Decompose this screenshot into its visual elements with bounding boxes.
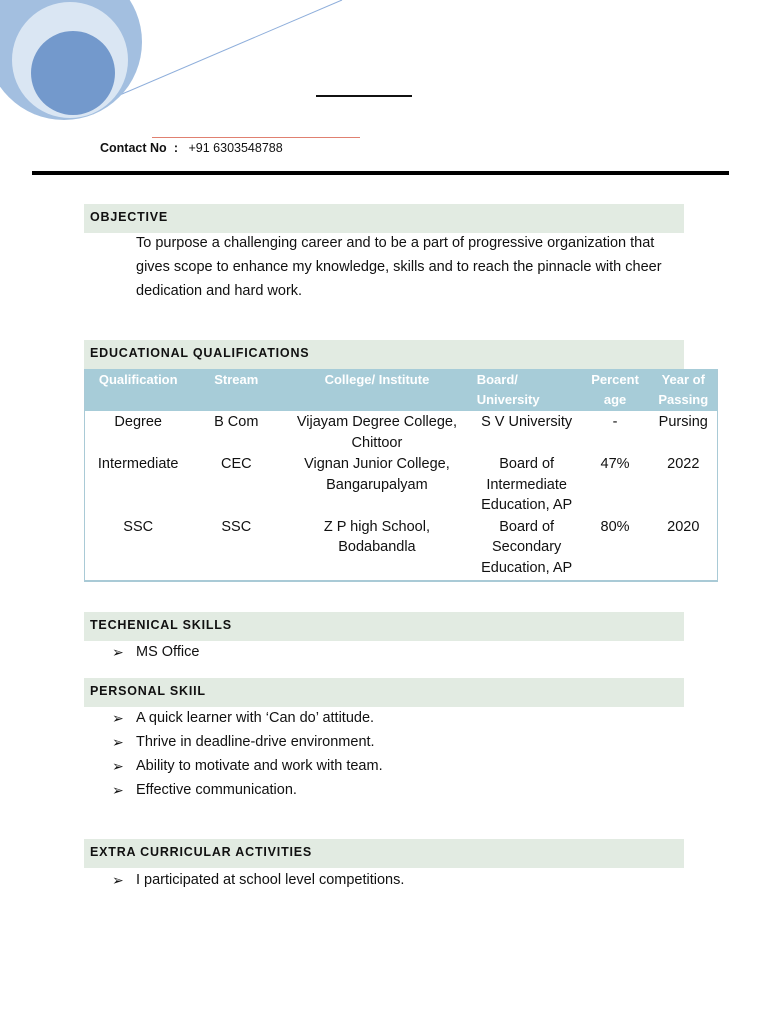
contact-label: Contact No [100,141,167,155]
arrow-bullet-icon: ➢ [112,872,124,888]
arrow-bullet-icon: ➢ [112,758,124,774]
table-cell: Vignan Junior College, Bangarupalyam [304,456,450,493]
table-cell: Z P high School, Bodabandla [323,518,430,555]
table-cell: SSC [221,518,252,535]
arrow-bullet-icon: ➢ [112,782,124,798]
education-table [84,369,718,582]
personal-skills-list [112,706,383,802]
objective-line: gives scope to enhance my knowledge, skills and to reach the pinnacle with cheer [136,259,662,275]
personal-skills-heading: PERSONAL SKIIL [84,678,684,707]
objective-line: To purpose a challenging career and to be a part of progressive organization that [136,235,655,251]
list-item [112,640,199,664]
table-row [85,516,718,582]
list-item [112,754,383,778]
contact-phone: +91 6303548788 [188,141,283,155]
table-cell: 47% [600,456,630,472]
objective-line: dedication and hard work. [136,283,303,299]
objective-text [136,231,684,303]
table-cell: 2022 [667,456,700,472]
list-item-text: I participated at school level competitions. [136,872,405,888]
table-cell: SSC [123,518,154,535]
list-item-text: Ability to motivate and work with team. [136,758,383,774]
technical-skills-heading: TECHENICAL SKILLS [84,612,684,641]
header-decoration-graphic [0,0,360,130]
table-cell: S V University [481,414,573,430]
table-row [85,453,718,516]
list-item-text: A quick learner with ‘Can do’ attitude. [136,710,375,726]
table-cell: 2020 [667,518,700,535]
arrow-bullet-icon: ➢ [112,734,124,750]
column-header: Percent age [581,369,650,411]
education-heading: EDUCATIONAL QUALIFICATIONS [84,340,684,369]
table-cell: CEC [220,456,252,472]
header-divider [32,171,729,175]
arrow-bullet-icon: ➢ [112,710,124,726]
column-header: Stream [191,369,281,411]
list-item [112,868,404,892]
arrow-bullet-icon: ➢ [112,644,124,660]
technical-skills-list [112,640,199,664]
table-cell: Board of Intermediate Education, AP [481,456,573,513]
list-item [112,778,383,802]
contact-colon: : [173,141,179,155]
table-cell: B Com [214,414,259,430]
table-cell: Board of Secondary Education, AP [481,518,573,576]
column-header: Year of Passing [650,369,718,411]
list-item-text: Effective communication. [136,782,297,798]
table-cell: - [612,414,618,430]
list-item-text: MS Office [136,644,200,660]
table-cell: Vijayam Degree College, Chittoor [296,414,457,451]
name-underline [316,95,412,97]
column-header: Qualification [85,369,192,411]
table-row [85,411,718,453]
extra-curricular-list [112,868,404,892]
education-table-header [85,369,718,411]
column-header: Board/ University [473,369,581,411]
table-cell: Pursing [658,414,708,430]
table-cell: Intermediate [97,456,179,472]
table-cell: 80% [600,518,630,535]
extra-curricular-heading: EXTRA CURRICULAR ACTIVITIES [84,839,684,868]
list-item-text: Thrive in deadline-drive environment. [136,734,375,750]
table-cell: Degree [114,414,162,430]
list-item [112,706,383,730]
list-item [112,730,383,754]
objective-heading: OBJECTIVE [84,204,684,233]
column-header: College/ Institute [281,369,473,411]
red-divider-line [152,137,360,138]
contact-row [100,141,283,155]
